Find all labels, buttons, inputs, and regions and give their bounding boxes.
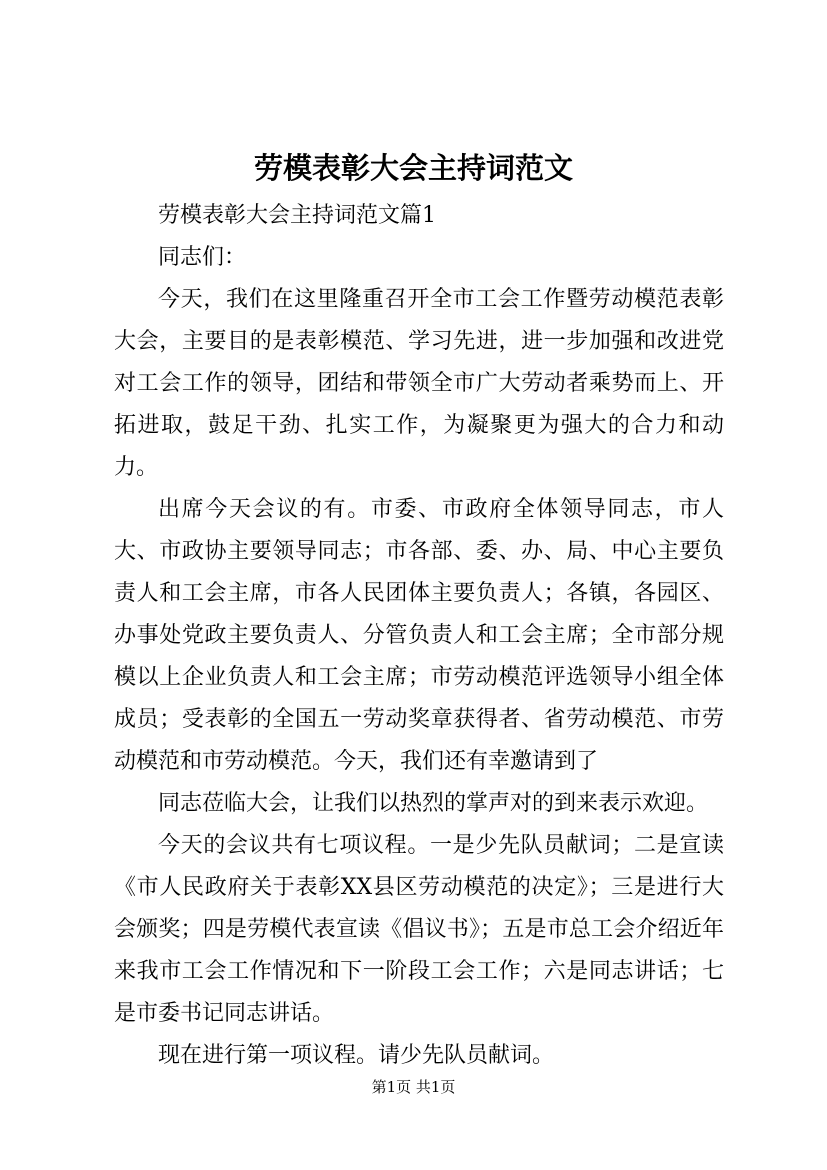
section-heading: 劳模表彰大会主持词范文篇1 — [158, 203, 436, 228]
body-paragraph: 出席今天会议的有。市委、市政府全体领导同志，市人大、市政协主要领导同志；市各部、委、办、局、中心主要负责人和工会主席，市各人民团体主要负责人；各镇，各园区、办事处党政主要负责人、分管负责人和工会主席；全市部分规模以上企业负责人和工会主席；市劳动模范评选领导小组全体成员；受表彰的全国五一劳动奖章获得者、省劳动模范、市劳动模范和市劳动模范。今天，我们还有幸邀请到了 — [114, 497, 724, 774]
salutation: 同志们： — [158, 245, 247, 270]
body-paragraph: 今天，我们在这里隆重召开全市工会工作暨劳动模范表彰大会，主要目的是表彰模范、学习先进，进一步加强和改进党对工会工作的领导，团结和带领全市广大劳动者乘势而上、开拓进取，鼓足干劲、扎实工作，为凝聚更为强大的合力和动力。 — [114, 287, 724, 480]
body-paragraph: 现在进行第一项议程。请少先队员献词。 — [158, 1043, 555, 1068]
page-footer: 第1页 共1页 — [371, 1078, 456, 1096]
document-title: 劳模表彰大会主持词范文 — [253, 151, 573, 185]
body-paragraph: 今天的会议共有七项议程。一是少先队员献词；二是宣读《市人民政府关于表彰XX县区劳动模范的决定》；三是进行大会颁奖；四是劳模代表宣读《倡议书》；五是市总工会介绍近年来我市工会工作情况和下一阶段工会工作；六是同志讲话；七是市委书记同志讲话。 — [114, 833, 724, 1026]
document-body — [114, 195, 724, 1077]
body-paragraph: 同志莅临大会，让我们以热烈的掌声对的到来表示欢迎。 — [158, 791, 709, 816]
